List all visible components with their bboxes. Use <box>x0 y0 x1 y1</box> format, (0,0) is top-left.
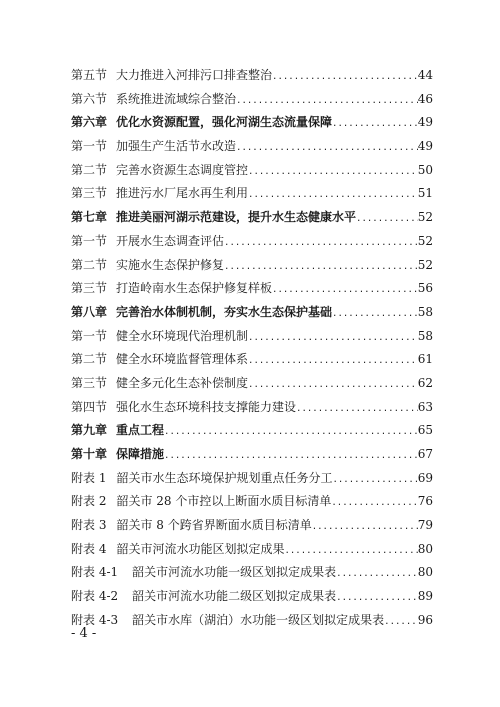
toc-section-entry[interactable] <box>71 398 433 422</box>
toc-entry-number: 第一节 <box>71 139 108 154</box>
toc-chapter-entry[interactable] <box>71 445 433 469</box>
toc-section-entry[interactable] <box>71 232 433 256</box>
toc-page-number: 52 <box>417 210 433 225</box>
toc-page-number: 49 <box>417 115 433 130</box>
toc-chapter-entry[interactable] <box>71 113 433 137</box>
toc-entry-number: 第五节 <box>71 68 108 82</box>
toc-dot-leader <box>248 333 418 343</box>
toc-dot-leader <box>312 522 418 532</box>
toc-chapter-entry[interactable] <box>71 421 433 445</box>
toc-dot-leader <box>284 546 417 556</box>
toc-dot-leader <box>224 238 418 248</box>
toc-page-number: 52 <box>417 233 433 248</box>
toc-entry-number: 第六章 <box>71 115 108 130</box>
toc-dot-leader <box>384 617 418 627</box>
toc-chapter-entry[interactable] <box>71 303 433 327</box>
toc-section-entry[interactable] <box>71 90 433 114</box>
toc-entry-title: 韶关市河流水功能二级区划拟定成果表 <box>132 589 337 604</box>
toc-entry-number: 第六节 <box>71 91 108 106</box>
toc-page-number: 76 <box>417 494 433 509</box>
toc-entry-title: 健全水环境现代治理机制 <box>116 328 249 343</box>
toc-entry-number: 第七章 <box>71 210 108 225</box>
toc-page-number: 96 <box>417 612 433 627</box>
toc-page-number: 65 <box>417 423 433 438</box>
toc-chapter-entry[interactable] <box>71 208 433 232</box>
toc-section-entry[interactable] <box>71 374 433 398</box>
toc-entry-number: 第二节 <box>71 257 108 272</box>
toc-entry-number: 附表 3 <box>71 518 107 533</box>
toc-dot-leader <box>248 380 418 390</box>
toc-dot-leader <box>336 569 418 579</box>
toc-annex-entry[interactable] <box>71 563 433 587</box>
toc-entry-number: 第一节 <box>71 328 108 343</box>
toc-page-number: 51 <box>417 186 433 201</box>
toc-dot-leader <box>272 285 418 295</box>
toc-section-entry[interactable] <box>71 161 433 185</box>
toc-entry-number: 第十章 <box>71 447 108 461</box>
toc-entry-title: 重点工程 <box>116 423 165 438</box>
toc-page-number: 58 <box>417 304 433 319</box>
toc-annex-entry[interactable] <box>71 611 433 635</box>
toc-page-number: 62 <box>417 375 433 390</box>
toc-dot-leader <box>332 309 418 319</box>
toc-entry-number: 第二节 <box>71 162 108 177</box>
toc-entry-title: 完善水资源生态调度管控 <box>116 162 249 177</box>
toc-section-entry[interactable] <box>71 184 433 208</box>
toc-entry-number: 附表 4-3 <box>71 612 119 627</box>
toc-entry-title: 强化水生态环境科技支撑能力建设 <box>116 399 297 414</box>
toc-dot-leader <box>248 356 418 366</box>
toc-entry-number: 第三节 <box>71 375 108 390</box>
toc-page-number: 52 <box>417 257 433 272</box>
toc-entry-title: 打造岭南水生态保护修复样板 <box>116 281 273 296</box>
toc-entry-title: 大力推进入河排污口排查整治 <box>116 68 273 82</box>
toc-dot-leader <box>164 451 418 461</box>
toc-page-number: 79 <box>417 518 433 533</box>
toc-entry-number: 附表 4-1 <box>71 565 119 580</box>
toc-entry-title: 健全多元化生态补偿制度 <box>116 375 249 390</box>
toc-entry-number: 第八章 <box>71 304 108 319</box>
toc-section-entry[interactable] <box>71 256 433 280</box>
toc-page-number: 80 <box>417 565 433 580</box>
toc-section-entry[interactable] <box>71 66 433 90</box>
toc-entry-number: 第二节 <box>71 352 108 367</box>
toc-entry-number: 第三节 <box>71 186 108 201</box>
toc-dot-leader <box>272 72 418 82</box>
toc-page-number: 63 <box>417 399 433 414</box>
toc-entry-title: 开展水生态调查评估 <box>116 233 225 248</box>
toc-annex-entry[interactable] <box>71 540 433 564</box>
toc-dot-leader <box>336 593 418 603</box>
toc-entry-title: 推进美丽河湖示范建设，提升水生态健康水平 <box>116 210 357 225</box>
toc-entry-title: 韶关市 8 个跨省界断面水质目标清单 <box>116 518 312 533</box>
toc-page-number: 58 <box>417 328 433 343</box>
toc-entry-number: 附表 2 <box>71 494 107 509</box>
toc-page-number: 49 <box>417 139 433 154</box>
toc-section-entry[interactable] <box>71 327 433 351</box>
toc-dot-leader <box>164 427 418 437</box>
toc-entry-title: 韶关市河流水功能一级区划拟定成果表 <box>132 565 337 580</box>
toc-entry-title: 实施水生态保护修复 <box>116 257 225 272</box>
toc-page-number: 89 <box>417 589 433 604</box>
toc-entry-title: 韶关市 28 个市控以上断面水质目标清单 <box>116 494 332 509</box>
toc-dot-leader <box>332 475 417 485</box>
toc-entry-title: 韶关市河流水功能区划拟定成果 <box>116 541 285 556</box>
toc-page-number: 67 <box>417 447 433 461</box>
toc-section-entry[interactable] <box>71 350 433 374</box>
toc-annex-entry[interactable] <box>71 587 433 611</box>
toc-entry-title: 推进污水厂尾水再生利用 <box>116 186 249 201</box>
toc-section-entry[interactable] <box>71 137 433 161</box>
toc-page-number: 56 <box>417 281 433 296</box>
toc-page-number: 46 <box>417 91 433 106</box>
toc-annex-entry[interactable] <box>71 492 433 516</box>
toc-dot-leader <box>236 96 418 106</box>
toc-annex-entry[interactable] <box>71 516 433 540</box>
toc-entry-title: 保障措施 <box>116 447 165 461</box>
toc-entry-number: 附表 4 <box>71 541 107 556</box>
toc-entry-title: 系统推进流域综合整治 <box>116 91 237 106</box>
toc-entry-title: 加强生产生活节水改造 <box>116 139 237 154</box>
toc-entry-number: 第四节 <box>71 399 108 414</box>
toc-page-number: 44 <box>417 68 433 82</box>
toc-entry-title: 韶关市水库（湖泊）水功能一级区划拟定成果表 <box>132 612 385 627</box>
toc-dot-leader <box>332 119 418 129</box>
toc-annex-entry[interactable] <box>71 469 433 493</box>
toc-dot-leader <box>248 167 418 177</box>
toc-dot-leader <box>356 214 418 224</box>
toc-dot-leader <box>236 143 418 153</box>
toc-entry-title: 优化水资源配置，强化河湖生态流量保障 <box>116 115 333 130</box>
toc-dot-leader <box>224 262 418 272</box>
toc-dot-leader <box>331 498 417 508</box>
toc-page-number: 50 <box>417 162 433 177</box>
toc-entry-title: 韶关市水生态环境保护规划重点任务分工 <box>116 470 333 485</box>
toc-entry-number: 第三节 <box>71 281 108 296</box>
toc-dot-leader <box>248 190 418 200</box>
toc-page-number: 80 <box>417 541 433 556</box>
toc-page-number: 61 <box>417 352 433 367</box>
toc-entry-title: 完善治水体制机制，夯实水生态保护基础 <box>116 304 333 319</box>
toc-entry-number: 第九章 <box>71 423 108 438</box>
toc-entry-number: 附表 4-2 <box>71 589 119 604</box>
toc-page-number: 69 <box>417 470 433 485</box>
toc-entry-number: 附表 1 <box>71 470 107 485</box>
toc-section-entry[interactable] <box>71 279 433 303</box>
page-footer-number: - 4 - <box>71 626 97 641</box>
table-of-contents <box>71 66 433 635</box>
toc-dot-leader <box>296 404 418 414</box>
toc-entry-title: 健全水环境监督管理体系 <box>116 352 249 367</box>
toc-entry-number: 第一节 <box>71 233 108 248</box>
